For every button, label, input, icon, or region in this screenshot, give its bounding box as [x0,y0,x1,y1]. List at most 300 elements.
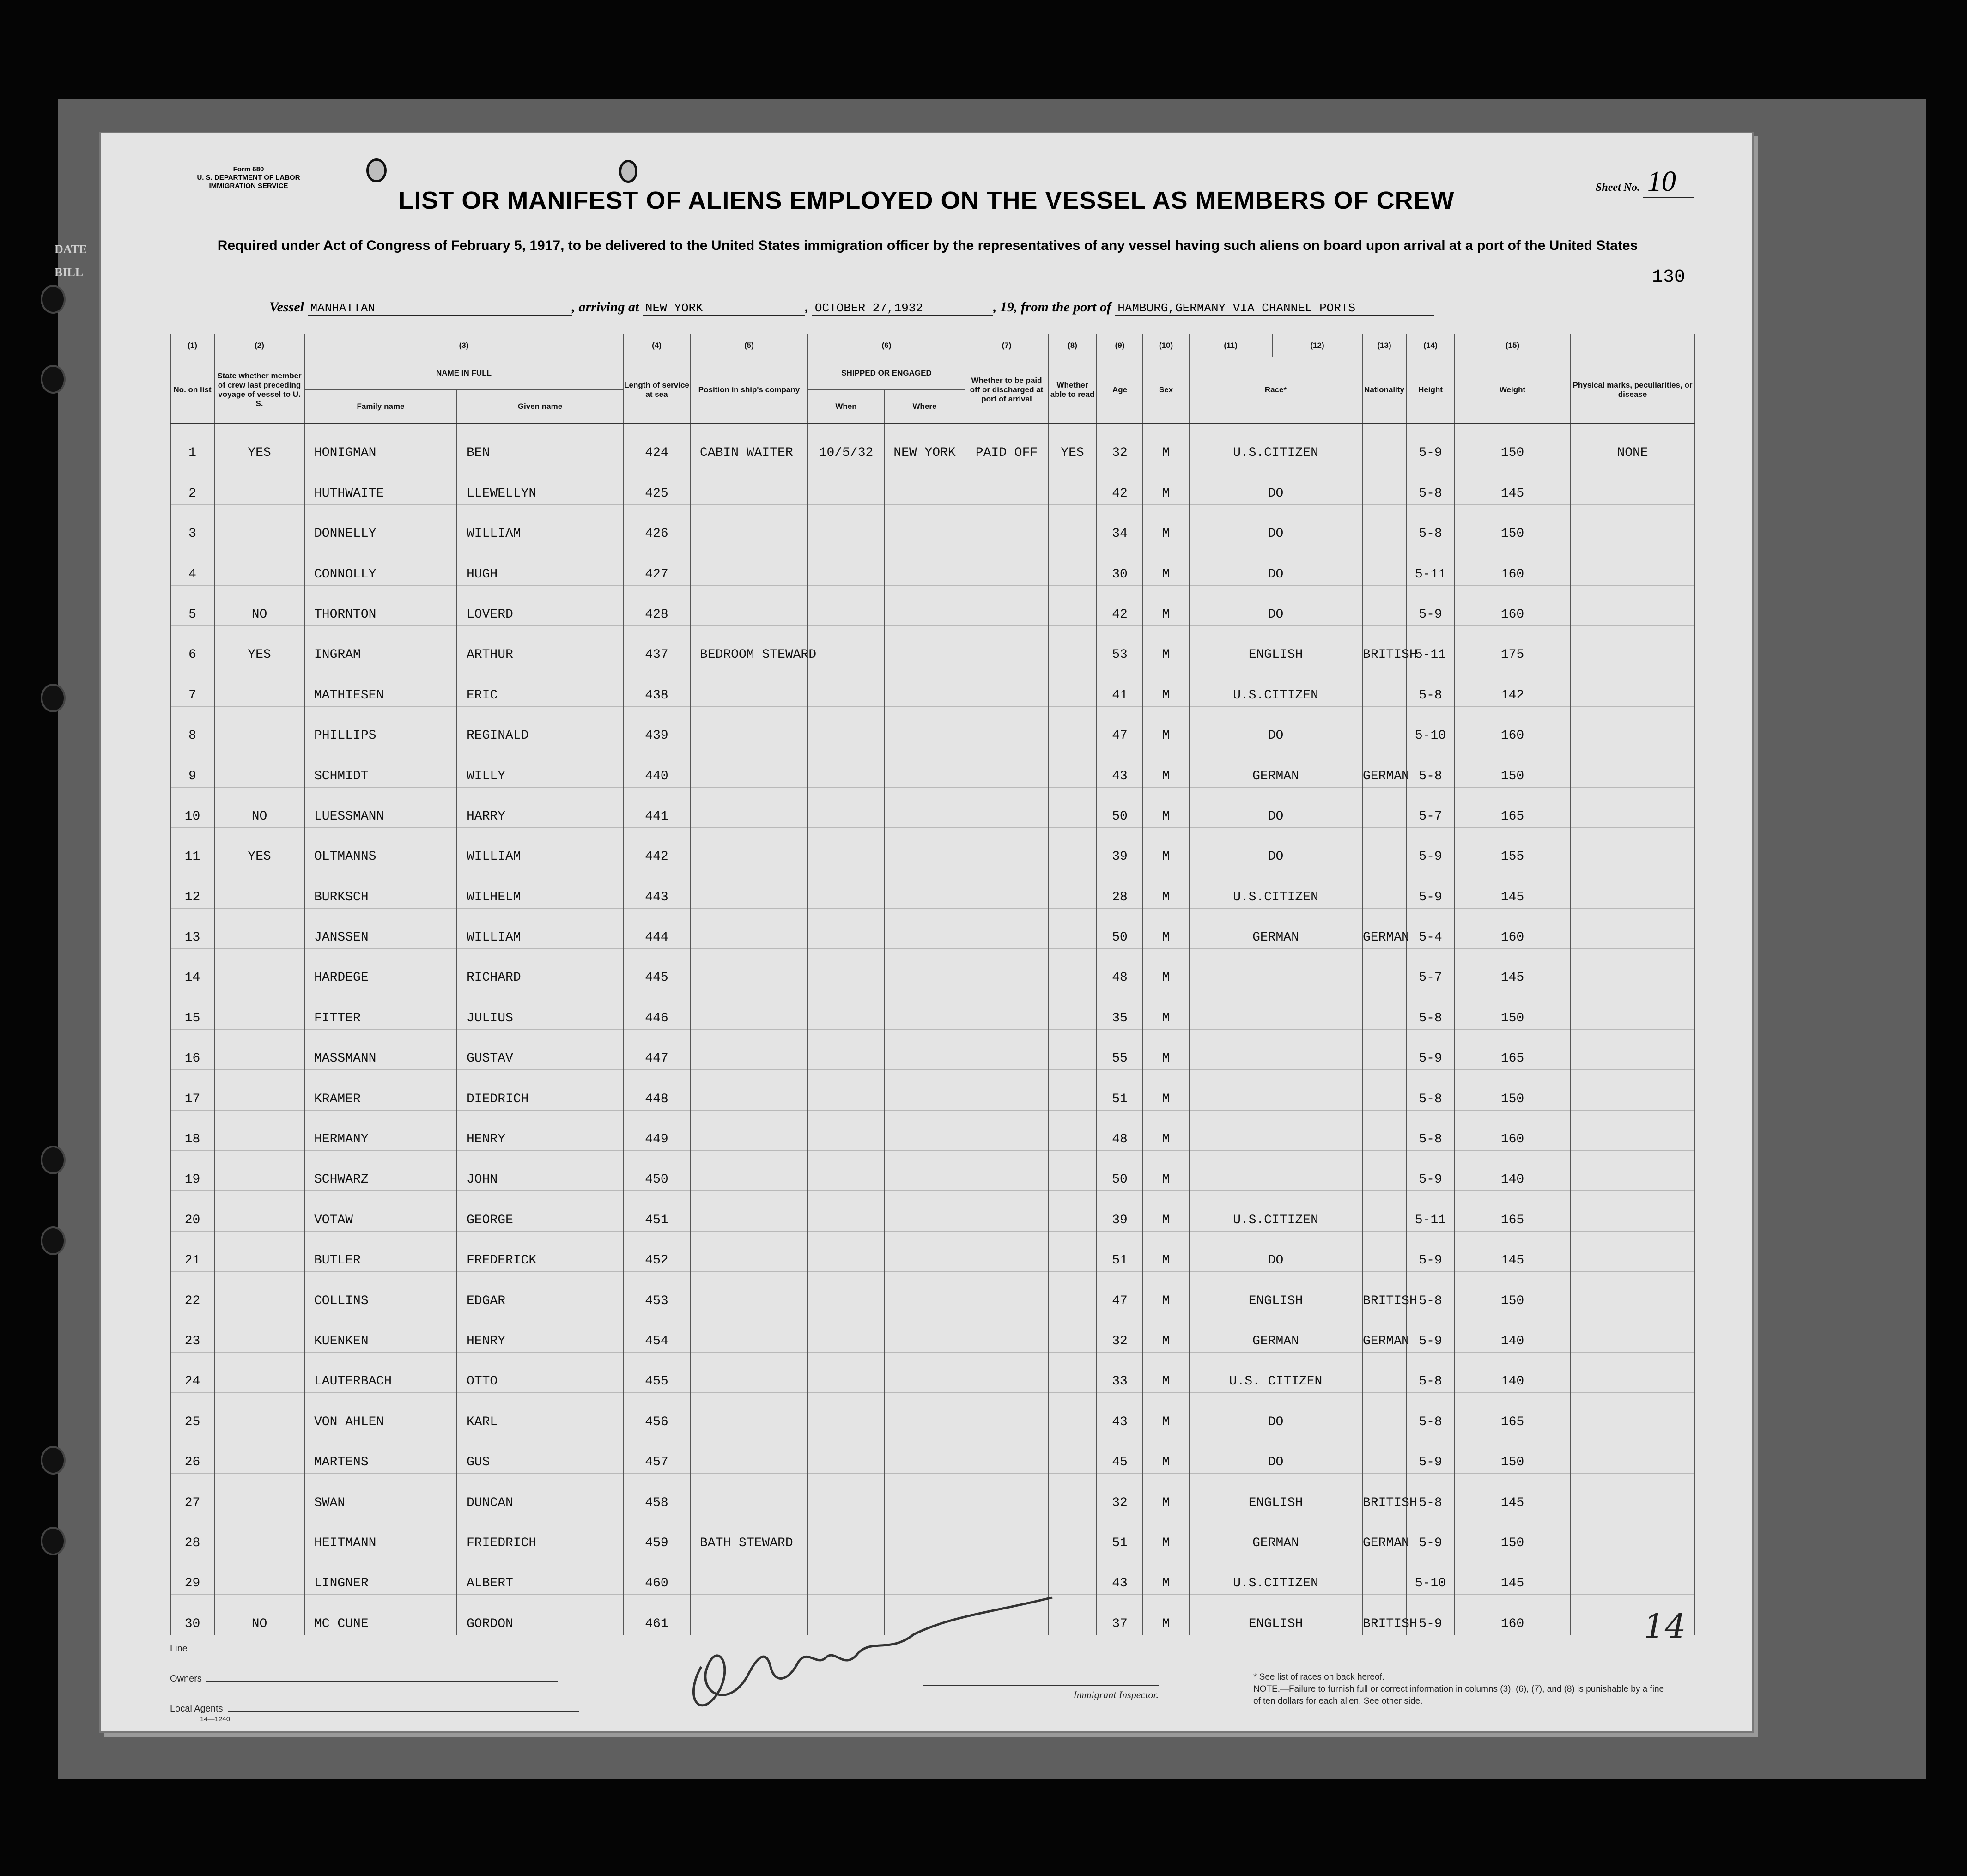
table-row [170,464,1695,504]
header-given-name: Given name [457,390,623,424]
arriving-label: , arriving at [571,299,639,315]
weight-cell: 155 [1455,827,1570,868]
family-name-cell: THORNTON [304,585,457,625]
position-cell [690,1029,808,1069]
weight-cell: 150 [1455,504,1570,545]
row-number-cell: 24 [170,1352,214,1392]
punch-hole [41,1226,66,1255]
sex-cell: M [1143,1352,1189,1392]
col-num-4: (4) [623,334,690,357]
service-length-cell: 426 [623,504,690,545]
weight-cell: 145 [1455,1474,1570,1514]
paid-off-cell [965,585,1048,625]
age-cell: 48 [1097,1110,1143,1150]
header-sex: Sex [1143,357,1189,424]
height-cell: 5-8 [1406,1070,1455,1110]
height-cell: 5-11 [1406,545,1455,585]
nationality-cell [1362,827,1406,868]
table-body [170,424,1695,1635]
shipped-where-cell [884,908,965,948]
race-cell: U.S.CITIZEN [1189,868,1362,908]
race-cell: DO [1189,827,1362,868]
able-to-read-cell [1048,706,1097,747]
height-cell: 5-8 [1406,1352,1455,1392]
age-cell: 55 [1097,1029,1143,1069]
row-number-cell: 3 [170,504,214,545]
able-to-read-cell [1048,666,1097,706]
table-row [170,787,1695,827]
height-cell: 5-9 [1406,1312,1455,1352]
physical-marks-cell [1570,1433,1695,1473]
race-cell: DO [1189,464,1362,504]
punch-hole [366,158,387,182]
previous-voyage-cell: YES [214,424,304,464]
family-name-cell: HARDEGE [304,949,457,989]
able-to-read-cell [1048,504,1097,545]
table-row [170,625,1695,666]
race-cell [1189,1070,1362,1110]
position-cell [690,545,808,585]
service-length-cell: 446 [623,989,690,1029]
manifest-sheet [99,132,1754,1733]
shipped-when-cell [808,908,884,948]
weight-cell: 165 [1455,787,1570,827]
shipped-when-cell [808,787,884,827]
able-to-read-cell [1048,827,1097,868]
paid-off-cell [965,1029,1048,1069]
able-to-read-cell [1048,464,1097,504]
race-cell: DO [1189,787,1362,827]
position-cell [690,949,808,989]
col-num-12: (12) [1272,334,1362,357]
given-name-cell: ERIC [457,666,623,706]
able-to-read-cell [1048,1029,1097,1069]
sex-cell: M [1143,1514,1189,1554]
position-cell [690,585,808,625]
nationality-cell: BRITISH [1362,1595,1406,1635]
given-name-cell: DIEDRICH [457,1070,623,1110]
shipped-where-cell [884,625,965,666]
table-row [170,1554,1695,1594]
family-name-cell: MASSMANN [304,1029,457,1069]
header-previous-voyage: State whether member of crew last preceding voyage of vessel to U. S. [214,357,304,424]
service-length-cell: 461 [623,1595,690,1635]
paid-off-cell [965,1110,1048,1150]
punch-hole [619,160,637,183]
row-number-cell: 12 [170,868,214,908]
paid-off-cell [965,989,1048,1029]
shipped-where-cell [884,1272,965,1312]
previous-voyage-cell [214,1393,304,1433]
race-cell: DO [1189,504,1362,545]
nationality-cell [1362,706,1406,747]
previous-voyage-cell: YES [214,827,304,868]
weight-cell: 150 [1455,747,1570,787]
table-row [170,827,1695,868]
paid-off-cell [965,1272,1048,1312]
position-cell [690,1433,808,1473]
age-cell: 34 [1097,504,1143,545]
given-name-cell: WILHELM [457,868,623,908]
service-length-cell: 445 [623,949,690,989]
paid-off-cell [965,747,1048,787]
paid-off-cell [965,949,1048,989]
service-length-cell: 458 [623,1474,690,1514]
table-row [170,1231,1695,1271]
col-num-15: (15) [1455,334,1570,357]
physical-marks-cell [1570,787,1695,827]
sex-cell: M [1143,1312,1189,1352]
col-num-10: (10) [1143,334,1189,357]
shipped-where-cell [884,464,965,504]
row-number-cell: 16 [170,1029,214,1069]
shipped-when-cell [808,1514,884,1554]
service-length-cell: 453 [623,1272,690,1312]
left-stub-date: DATE [55,243,87,256]
age-cell: 51 [1097,1514,1143,1554]
age-cell: 51 [1097,1070,1143,1110]
physical-marks-cell [1570,464,1695,504]
header-height: Height [1406,357,1455,424]
row-number-cell: 4 [170,545,214,585]
row-number-cell: 7 [170,666,214,706]
sex-cell: M [1143,1110,1189,1150]
sheet-number-value: 10 [1643,166,1694,198]
table-row [170,706,1695,747]
age-cell: 48 [1097,949,1143,989]
header-service: Length of service at sea [623,357,690,424]
inspector-signature [674,1597,1089,1727]
nationality-cell [1362,1554,1406,1594]
given-name-cell: WILLIAM [457,827,623,868]
nationality-cell [1362,666,1406,706]
previous-voyage-cell [214,1554,304,1594]
nationality-cell [1362,424,1406,464]
row-number-cell: 17 [170,1070,214,1110]
physical-marks-cell [1570,1272,1695,1312]
sheet-label: Sheet No. [1596,182,1640,194]
nationality-cell [1362,989,1406,1029]
given-name-cell: GUSTAV [457,1029,623,1069]
family-name-cell: SWAN [304,1474,457,1514]
age-cell: 28 [1097,868,1143,908]
given-name-cell: FREDERICK [457,1231,623,1271]
vessel-line [269,299,1434,316]
able-to-read-cell [1048,1231,1097,1271]
page-subtitle: Required under Act of Congress of February 5, 1917, to be delivered to the United States immigration officer by the representatives of any vessel having such aliens on board upon arrival at a port of the United States [217,238,1638,253]
race-cell [1189,989,1362,1029]
nationality-cell [1362,1110,1406,1150]
physical-marks-cell [1570,1231,1695,1271]
shipped-where-cell: NEW YORK [884,424,965,464]
given-name-cell: JOHN [457,1151,623,1191]
row-number-cell: 18 [170,1110,214,1150]
weight-cell: 145 [1455,949,1570,989]
previous-voyage-cell: YES [214,625,304,666]
table-row [170,1110,1695,1150]
age-cell: 39 [1097,827,1143,868]
given-name-cell: WILLIAM [457,504,623,545]
shipped-when-cell [808,504,884,545]
paid-off-cell [965,1231,1048,1271]
shipped-where-cell [884,827,965,868]
position-cell [690,1393,808,1433]
nationality-cell [1362,504,1406,545]
service-length-cell: 451 [623,1191,690,1231]
able-to-read-cell [1048,1110,1097,1150]
shipped-where-cell [884,1029,965,1069]
row-number-cell: 20 [170,1191,214,1231]
weight-cell: 150 [1455,424,1570,464]
col-num-remarks [1570,334,1695,357]
given-name-cell: FRIEDRICH [457,1514,623,1554]
physical-marks-cell [1570,908,1695,948]
race-cell: U.S.CITIZEN [1189,666,1362,706]
sex-cell: M [1143,787,1189,827]
table-row [170,1514,1695,1554]
shipped-where-cell [884,747,965,787]
owners-label: Owners [170,1674,202,1684]
shipped-when-cell: 10/5/32 [808,424,884,464]
shipped-where-cell [884,1514,965,1554]
shipped-where-cell [884,706,965,747]
physical-marks-cell: NONE [1570,424,1695,464]
shipped-when-cell [808,1474,884,1514]
shipped-where-cell [884,666,965,706]
previous-voyage-cell [214,1312,304,1352]
vessel-name: MANHATTAN [308,301,572,316]
sex-cell: M [1143,949,1189,989]
height-cell: 5-10 [1406,1554,1455,1594]
age-cell: 42 [1097,585,1143,625]
previous-voyage-cell [214,1110,304,1150]
able-to-read-cell [1048,787,1097,827]
position-cell [690,1272,808,1312]
given-name-cell: RICHARD [457,949,623,989]
row-number-cell: 2 [170,464,214,504]
paid-off-cell [965,504,1048,545]
height-cell: 5-9 [1406,1151,1455,1191]
race-cell [1189,1151,1362,1191]
paid-off-cell [965,545,1048,585]
shipped-where-cell [884,1070,965,1110]
punch-hole [41,1446,66,1475]
family-name-cell: BURKSCH [304,868,457,908]
shipped-when-cell [808,1554,884,1594]
year-label: , 19 [993,299,1014,315]
height-cell: 5-8 [1406,504,1455,545]
col-num-6: (6) [808,334,965,357]
family-name-cell: HERMANY [304,1110,457,1150]
shipped-where-cell [884,1554,965,1594]
sex-cell: M [1143,504,1189,545]
departure-port: HAMBURG,GERMANY VIA CHANNEL PORTS [1115,301,1434,316]
position-cell [690,1191,808,1231]
race-cell: DO [1189,585,1362,625]
col-num-5: (5) [690,334,808,357]
header-race: Race* [1189,357,1362,424]
previous-voyage-cell [214,1272,304,1312]
header-name: NAME IN FULL [304,357,623,390]
race-cell: GERMAN [1189,1514,1362,1554]
able-to-read-cell [1048,949,1097,989]
height-cell: 5-8 [1406,1393,1455,1433]
given-name-cell: HUGH [457,545,623,585]
race-cell: U.S.CITIZEN [1189,1191,1362,1231]
position-cell [690,666,808,706]
family-name-cell: VON AHLEN [304,1393,457,1433]
physical-marks-cell [1570,504,1695,545]
sex-cell: M [1143,1070,1189,1110]
family-name-cell: VOTAW [304,1191,457,1231]
shipped-where-cell [884,1393,965,1433]
given-name-cell: WILLIAM [457,908,623,948]
footer-owners [170,1674,558,1684]
service-length-cell: 447 [623,1029,690,1069]
race-cell: ENGLISH [1189,1272,1362,1312]
position-cell [690,989,808,1029]
table-row [170,1191,1695,1231]
position-cell [690,1352,808,1392]
service-length-cell: 425 [623,464,690,504]
shipped-when-cell [808,827,884,868]
paid-off-cell [965,1352,1048,1392]
header-number: No. on list [170,357,214,424]
table-row [170,1151,1695,1191]
height-cell: 5-8 [1406,989,1455,1029]
given-name-cell: ARTHUR [457,625,623,666]
table-row [170,1272,1695,1312]
arrival-port: NEW YORK [643,301,805,316]
shipped-when-cell [808,1191,884,1231]
punch-hole [41,1146,66,1174]
header-family-name: Family name [304,390,457,424]
service-length-cell: 440 [623,747,690,787]
able-to-read-cell [1048,1514,1097,1554]
weight-cell: 160 [1455,706,1570,747]
service-length-cell: 452 [623,1231,690,1271]
row-number-cell: 23 [170,1312,214,1352]
row-number-cell: 26 [170,1433,214,1473]
service-length-cell: 442 [623,827,690,868]
family-name-cell: LINGNER [304,1554,457,1594]
previous-voyage-cell [214,1029,304,1069]
nationality-cell: BRITISH [1362,1272,1406,1312]
sex-cell: M [1143,1474,1189,1514]
shipped-where-cell [884,1231,965,1271]
physical-marks-cell [1570,747,1695,787]
service-length-cell: 424 [623,424,690,464]
shipped-where-cell [884,868,965,908]
table-row [170,1474,1695,1514]
weight-cell: 160 [1455,545,1570,585]
able-to-read-cell [1048,868,1097,908]
position-cell [690,464,808,504]
row-number-cell: 21 [170,1231,214,1271]
nationality-cell: GERMAN [1362,908,1406,948]
given-name-cell: EDGAR [457,1272,623,1312]
owners-underline [206,1681,558,1682]
race-cell [1189,949,1362,989]
sex-cell: M [1143,1191,1189,1231]
paid-off-cell [965,1312,1048,1352]
age-cell: 41 [1097,666,1143,706]
shipped-where-cell [884,787,965,827]
shipped-where-cell [884,1352,965,1392]
able-to-read-cell [1048,1474,1097,1514]
service-length-cell: 456 [623,1393,690,1433]
physical-marks-cell [1570,1070,1695,1110]
table-row [170,504,1695,545]
row-number-cell: 11 [170,827,214,868]
shipped-where-cell [884,1474,965,1514]
shipped-where-cell [884,989,965,1029]
paid-off-cell [965,1070,1048,1110]
row-number-cell: 13 [170,908,214,948]
weight-cell: 150 [1455,1514,1570,1554]
table-row [170,949,1695,989]
header-able-to-read: Whether able to read [1048,357,1097,424]
height-cell: 5-9 [1406,424,1455,464]
table-row [170,424,1695,464]
table-row [170,747,1695,787]
sex-cell: M [1143,585,1189,625]
race-cell [1189,1029,1362,1069]
nationality-cell [1362,949,1406,989]
header-where: Where [884,390,965,424]
left-stub-bill: BILL [55,266,84,279]
weight-cell: 140 [1455,1352,1570,1392]
given-name-cell: HENRY [457,1110,623,1150]
family-name-cell: JANSSEN [304,908,457,948]
age-cell: 33 [1097,1352,1143,1392]
family-name-cell: CONNOLLY [304,545,457,585]
paid-off-cell [965,1151,1048,1191]
previous-voyage-cell [214,868,304,908]
header-position: Position in ship's company [690,357,808,424]
physical-marks-cell [1570,666,1695,706]
local-agents-label: Local Agents [170,1704,223,1714]
row-number-cell: 15 [170,989,214,1029]
shipped-when-cell [808,1110,884,1150]
shipped-when-cell [808,1151,884,1191]
service-length-cell: 460 [623,1554,690,1594]
table-row [170,989,1695,1029]
able-to-read-cell [1048,1312,1097,1352]
previous-voyage-cell: NO [214,1595,304,1635]
nationality-cell: GERMAN [1362,1514,1406,1554]
nationality-cell: GERMAN [1362,1312,1406,1352]
table-row [170,666,1695,706]
previous-voyage-cell [214,1191,304,1231]
height-cell: 5-11 [1406,625,1455,666]
height-cell: 5-4 [1406,908,1455,948]
shipped-when-cell [808,1352,884,1392]
service-length-cell: 444 [623,908,690,948]
race-cell: GERMAN [1189,908,1362,948]
family-name-cell: HONIGMAN [304,424,457,464]
nationality-cell [1362,585,1406,625]
race-cell: U.S.CITIZEN [1189,1554,1362,1594]
height-cell: 5-8 [1406,1272,1455,1312]
sex-cell: M [1143,1231,1189,1271]
row-number-cell: 27 [170,1474,214,1514]
able-to-read-cell [1048,1272,1097,1312]
nationality-cell [1362,1029,1406,1069]
weight-cell: 165 [1455,1393,1570,1433]
paid-off-cell: PAID OFF [965,424,1048,464]
sex-cell: M [1143,1595,1189,1635]
